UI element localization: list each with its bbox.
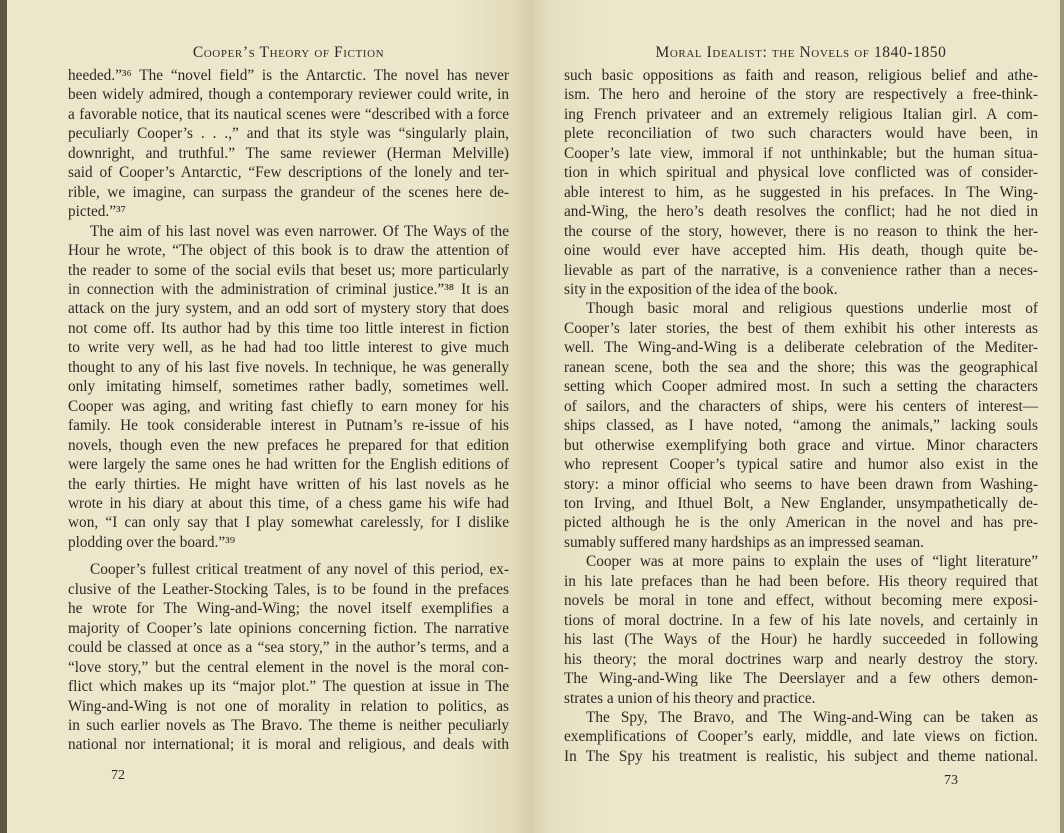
text-line: heeded.”³⁶ The “novel field” is the Antarctic. The novel has never (68, 67, 509, 84)
text-line: strates a union of his theory and practice. (564, 689, 816, 707)
text-line: the reader to some of the social evils that beset us; more particularly (68, 261, 509, 279)
paragraph (68, 222, 509, 553)
text-line: of sailors, and the characters of ships, were his centers of interest— (564, 397, 1038, 415)
text-line: tions of moral doctrine. In a few of his late novels, and certainly in (564, 611, 1038, 629)
left-page-body (68, 66, 509, 755)
text-line: the course of the story, however, there is no reason to think the her- (564, 222, 1038, 240)
text-line: in his late prefaces than he had been before. His theory required that (564, 572, 1038, 590)
text-line: to write very well, as he had had too little interest to give much (68, 339, 509, 357)
text-line: tion in which spiritual and physical love conflicted was of consider- (564, 164, 1038, 182)
text-line: oine would ever have accepted him. His death, though quite be- (564, 242, 1038, 260)
text-line: his last (The Ways of the Hour) he hardly succeeded in following (564, 631, 1038, 649)
text-line: not come off. Its author had by this time too little interest in fiction (68, 319, 509, 337)
paragraph (564, 708, 1038, 766)
text-line: were largely the same ones he had written for the English editions of (68, 456, 509, 474)
text-line: exemplifications of Cooper’s early, middle, and late views on fiction. (564, 728, 1038, 746)
paragraph (564, 66, 1038, 299)
running-head-left: Cooper’s Theory of Fiction (192, 44, 385, 61)
text-line: a favorable notice, that its nautical scenes were “described with a force (68, 105, 509, 123)
text-line: who represent Cooper’s typical satire and humor also exist in the (564, 456, 1038, 474)
paragraph (68, 560, 509, 755)
text-line: Hour he wrote, “The object of this book is to draw the attention of (68, 242, 509, 260)
text-line: ing French privateer and an extremely religious Italian girl. A com- (564, 105, 1038, 123)
text-line: in such earlier novels as The Bravo. The theme is neither peculiarly (68, 716, 509, 734)
text-line: attack on the jury system, and an odd sort of mystery story that does (68, 300, 509, 318)
text-line: The aim of his last novel was even narrower. Of The Ways of the (90, 222, 509, 240)
text-line: plodding over the board.”³⁹ (68, 533, 236, 551)
paragraph (564, 552, 1038, 708)
text-line: picted although he is the only American in the novel and has pre- (564, 514, 1038, 532)
text-line: Cooper was at more pains to explain the uses of “light literature” (586, 553, 1038, 571)
text-line: story: a minor official who seems to have been drawn from Washing- (564, 475, 1038, 493)
text-line: said of Cooper’s Antarctic, “Few descriptions of the lonely and ter- (68, 164, 509, 182)
text-line: ships classed, as I have noted, “among the animals,” lacking souls (564, 417, 1038, 435)
text-line: national nor international; it is moral and religious, and deals with (68, 736, 509, 754)
page-number-right: 73 (944, 773, 958, 788)
text-line: could be classed at once as a “sea story,” in the author’s terms, and a (68, 639, 509, 657)
text-line: sumably suffered many hardships as an impressed seaman. (564, 533, 924, 551)
text-line: able interest to him, as he suggested in his prefaces. In The Wing- (564, 183, 1038, 201)
text-line: Cooper was aging, and writing fast chiefly to earn money for his (68, 397, 509, 415)
paragraph-gap (68, 552, 509, 560)
text-line: his theory; the moral doctrines warp and nearly destroy the story. (564, 650, 1038, 668)
right-page-body (564, 66, 1038, 766)
running-head-right: Moral Idealist: the Novels of 1840-1850 (655, 44, 947, 61)
text-line: novels, though even the new prefaces he prepared for that edition (68, 436, 509, 454)
text-line: Cooper’s later stories, the best of them exhibit his other interests as (564, 319, 1038, 337)
text-line: in connection with the administration of criminal justice.”³⁸ It is an (68, 280, 509, 298)
paragraph (68, 66, 509, 222)
text-line: wrote in his diary at about this time, of a chess game his wife had (68, 494, 509, 512)
text-line: been widely admired, though a contemporary reviewer could write, in (68, 86, 509, 104)
page-number-left: 72 (111, 768, 125, 783)
text-line: sity in the exposition of the idea of the book. (564, 280, 838, 298)
text-line: setting which Cooper admired most. In such a setting the characters (564, 378, 1038, 396)
text-line: ranean scene, both the sea and the shore; this was the geographical (564, 358, 1038, 376)
text-line: Wing-and-Wing is not one of morality in relation to politics, as (68, 697, 509, 715)
text-line: family. He took considerable interest in Putnam’s re-issue of his (68, 417, 509, 435)
text-line: rible, we imagine, can surpass the grandeur of the scenes here de- (68, 183, 509, 201)
text-line: clusive of the Leather-Stocking Tales, is to be found in the prefaces (68, 580, 509, 598)
text-line: lievable as part of the narrative, is a convenience rather than a neces- (564, 261, 1038, 279)
text-line: only imitating himself, sometimes rather badly, sometimes well. (68, 378, 509, 396)
text-line: downright, and truthful.” The same reviewer (Herman Melville) (68, 144, 509, 162)
text-line: In The Spy his treatment is realistic, his subject and theme national. (564, 747, 1038, 765)
text-line: Cooper’s fullest critical treatment of any novel of this period, ex- (90, 561, 509, 579)
text-line: novels be moral in tone and effect, without becoming mere exposi- (564, 592, 1038, 610)
text-line: plete reconciliation of two such characters would have been, in (564, 125, 1038, 143)
text-line: The Wing-and-Wing like The Deerslayer and a few others demon- (564, 670, 1038, 688)
text-line: ism. The hero and heroine of the story are respectively a free-think- (564, 86, 1038, 104)
text-line: ton Irving, and Ithuel Bolt, a New Englander, unsympathetically de- (564, 494, 1038, 512)
text-line: well. The Wing-and-Wing is a deliberate celebration of the Mediter- (564, 339, 1038, 357)
text-line: “love story,” but the central element in the novel is the moral con- (68, 658, 509, 676)
text-line: won, “I can only say that I play somewhat carelessly, for I dislike (68, 514, 509, 532)
scan-edge (1060, 0, 1064, 833)
text-line: The Spy, The Bravo, and The Wing-and-Wing can be taken as (586, 708, 1038, 726)
paragraph (564, 299, 1038, 552)
text-line: majority of Cooper’s late opinions concerning fiction. The narrative (68, 619, 509, 637)
text-line: such basic oppositions as faith and reason, religious belief and athe- (564, 67, 1038, 84)
text-line: and-Wing, the hero’s death resolves the conflict; had he not died in (564, 203, 1038, 221)
scan-edge (0, 0, 7, 833)
text-line: Cooper’s late view, immoral if not unthinkable; but the human situa- (564, 144, 1038, 162)
text-line: but otherwise exemplifying both grace and virtue. Minor characters (564, 436, 1038, 454)
text-line: thought to any of his last five novels. In technique, he was generally (68, 358, 509, 376)
text-line: peculiarly Cooper’s . . .,” and that its style was “singularly plain, (68, 125, 509, 143)
text-line: Though basic moral and religious questions underlie most of (586, 300, 1038, 318)
right-page (532, 0, 1064, 833)
text-line: he wrote for The Wing-and-Wing; the novel itself exemplifies a (68, 600, 509, 618)
text-line: picted.”³⁷ (68, 203, 126, 221)
text-line: the early thirties. He might have written of his last novels as he (68, 475, 509, 493)
text-line: flict which makes up its “major plot.” The question at issue in The (68, 678, 509, 696)
